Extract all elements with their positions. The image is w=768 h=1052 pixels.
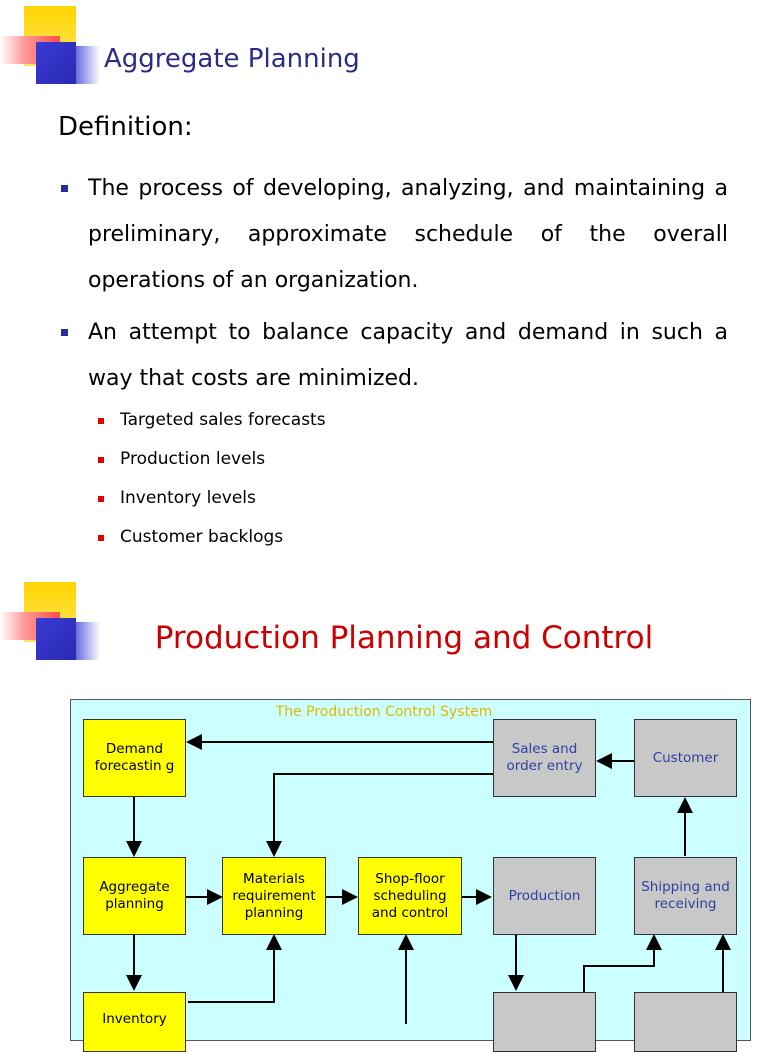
sub-bullet-item: Production levels: [96, 445, 326, 484]
box-demand-forecasting: Demand forecastin g: [83, 719, 186, 797]
box-inventory: Inventory: [83, 992, 186, 1052]
box-shop-floor-scheduling: Shop-floor scheduling and control: [358, 857, 462, 935]
box-aggregate-planning: Aggregate planning: [83, 857, 186, 935]
sub-bullet-item: Targeted sales forecasts: [96, 406, 326, 445]
sub-bullet-item: Inventory levels: [96, 484, 326, 523]
sub-bullet-item: Customer backlogs: [96, 523, 326, 562]
diagram-title: The Production Control System: [275, 704, 493, 720]
box-gray-bottom-1: [493, 992, 596, 1052]
box-customer: Customer: [634, 719, 737, 797]
slide-title-aggregate-planning: Aggregate Planning: [104, 44, 360, 74]
box-gray-bottom-2: [634, 992, 737, 1052]
box-sales-and-order-entry: Sales and order entry: [493, 719, 596, 797]
box-materials-requirement-planning: Materials requirement planning: [222, 857, 326, 935]
arrow-bottom-to-shipping: [584, 936, 654, 992]
arrow-sales-to-mrp: [274, 774, 493, 855]
slide-title-production-planning: Production Planning and Control: [154, 620, 654, 656]
arrow-inventory-to-mrp: [188, 936, 274, 1002]
bullet-item: An attempt to balance capacity and demand in such a way that costs are minimized.: [58, 310, 728, 402]
definition-heading: Definition:: [58, 112, 193, 142]
box-production: Production: [493, 857, 596, 935]
box-shipping-and-receiving: Shipping and receiving: [634, 857, 737, 935]
bullet-item: The process of developing, analyzing, and maintaining a preliminary, approximate schedule of the overall operations of an organization.: [58, 166, 728, 304]
